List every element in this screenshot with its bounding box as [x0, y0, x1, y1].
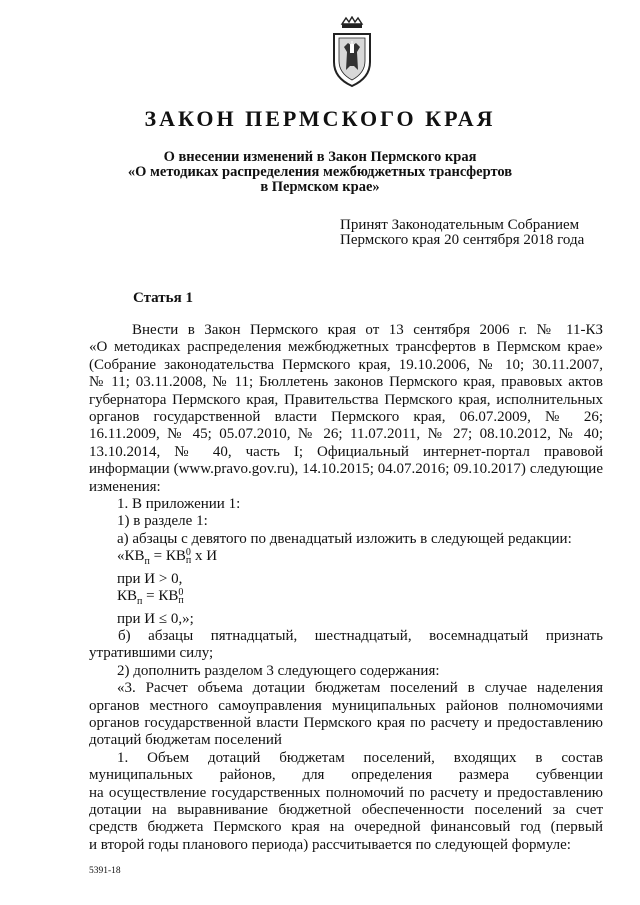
item-1-2: 2) дополнить разделом 3 следующего содержания: [117, 662, 440, 679]
intro-line: (Собрание законодательства Пермского края, 19.10.2006, № 10; 30.11.2007, [89, 356, 603, 373]
adoption-note: Принят Законодательным Собранием Пермского края 20 сентября 2018 года [340, 217, 585, 248]
item-1-1-a: а) абзацы с девятого по двенадцатый изложить в следующей редакции: [117, 530, 572, 547]
item-1-1-b: б) абзацы пятнадцатый, шестнадцатый, восемнадцатый признать [118, 627, 603, 644]
section3-line: дотаций бюджетам поселений [89, 732, 282, 749]
intro-line: 13.10.2014, № 40, часть I; Официальный интернет-портал правовой [89, 443, 603, 460]
coat-of-arms-icon [330, 16, 374, 88]
intro-line: органов государственной власти Пермского края, 06.07.2009, № 26; [89, 409, 603, 426]
condition-1: при И > 0, [117, 570, 183, 587]
item-1-1: 1) в разделе 1: [117, 513, 208, 530]
article-body [89, 322, 603, 854]
intro-line: губернатора Пермского края, Правительства Пермского края, исполнительных [89, 391, 603, 408]
intro-line: № 11; 03.11.2008, № 11; Бюллетень законов Пермского края, правовых актов [89, 374, 603, 391]
intro-line: «О методиках распределения межбюджетных трансфертов в Пермском крае» [89, 339, 603, 356]
point1-line: на осуществление государственных полномочий по расчету и предоставлению [89, 784, 603, 801]
point1-line: муниципальных районов, для определения размера субвенции [89, 767, 603, 784]
formula-1: «$КВ_п$ = КВ 0 п х И [117, 547, 218, 568]
point1-line: и второй годы планового периода) рассчитывается по следующей формуле: [89, 836, 571, 853]
section3-line: органов местного самоуправления муниципальных районов полномочиями [89, 697, 603, 714]
section3-line: органов государственной власти Пермского края по расчету и предоставлению [89, 714, 603, 731]
item-1: 1. В приложении 1: [117, 496, 241, 513]
item-1-1-b-cont: утратившими силу; [89, 645, 214, 662]
intro-line: Внести в Закон Пермского края от 13 сентября 2006 г. № 11-КЗ [132, 322, 603, 338]
point1-line: 1. Объем дотаций бюджетам поселений, входящих в состав [117, 749, 603, 766]
intro-line: изменения: [89, 478, 161, 495]
law-title: ЗАКОН ПЕРМСКОГО КРАЯ [144, 106, 496, 131]
section3-line: «3. Расчет объема дотации бюджетам поселений в случае наделения [117, 680, 603, 697]
intro-line: информации (www.pravo.gov.ru), 14.10.2015; 04.07.2016; 09.10.2017) следующие [89, 461, 603, 478]
point1-line: средств бюджета Пермского края на очередной финансовый год (первый [89, 819, 603, 836]
formula-2: $КВ_п$ = КВ 0 п [117, 587, 184, 608]
point1-line: дотации на выравнивание бюджетной обеспеченности поселений за счет [89, 801, 603, 818]
article-heading: Статья 1 [133, 290, 193, 306]
document-number: 5391-18 [89, 866, 121, 876]
condition-2: при И ≤ 0,»; [117, 610, 194, 627]
law-subtitle: О внесении изменений в Закон Пермского края «О методиках распределения межбюджетных трансфертов в Пермском крае» [127, 149, 513, 195]
intro-line: 16.11.2009, № 45; 05.07.2010, № 26; 11.07.2011, № 27; 08.10.2012, № 40; [89, 426, 603, 443]
